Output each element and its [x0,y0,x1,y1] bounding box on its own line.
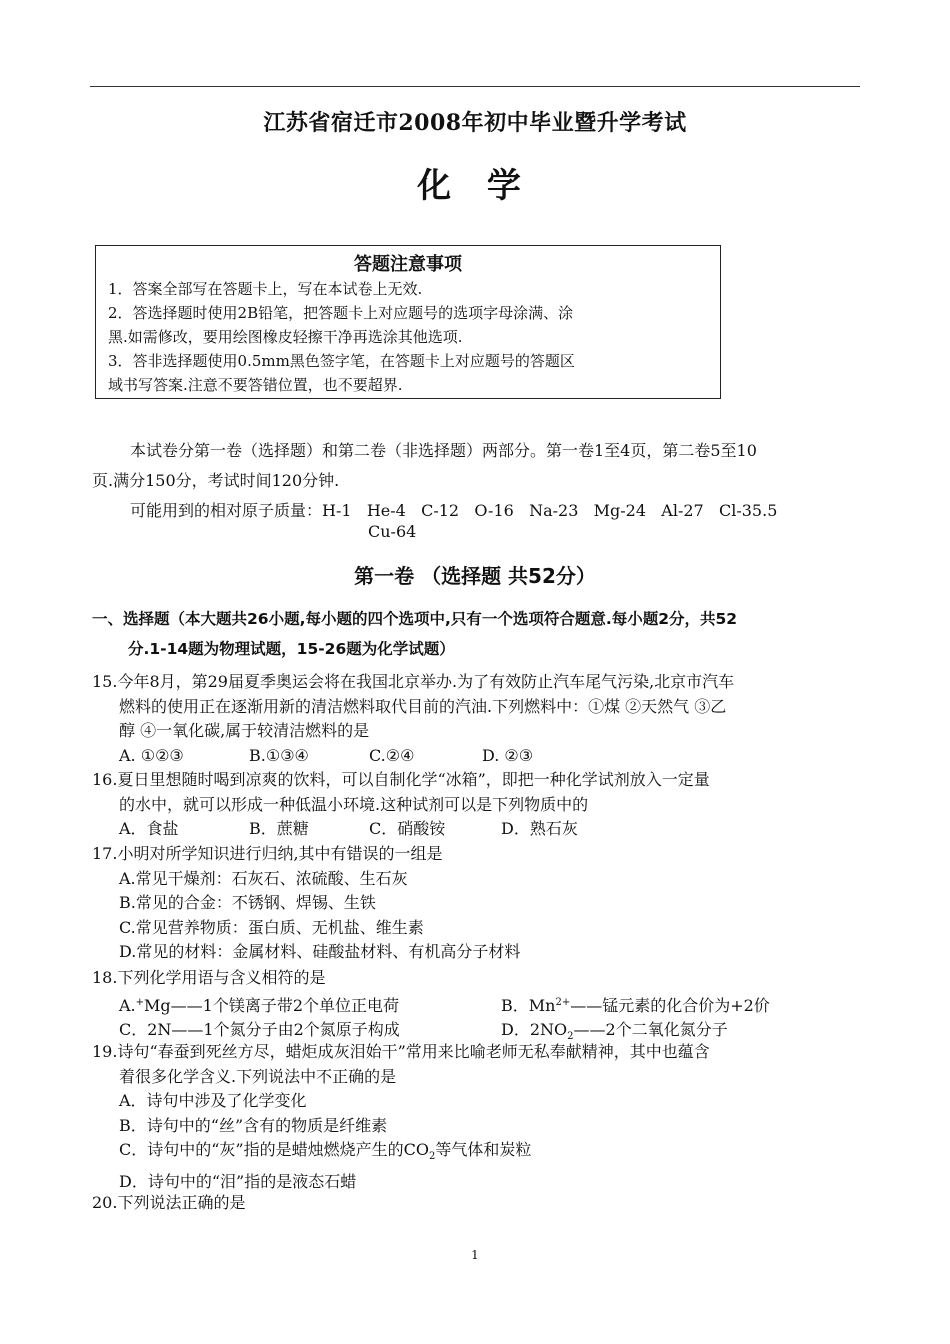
section-heading [92,604,862,664]
options-row [92,991,862,1019]
question-line: 15.今年8月，第29届夏季奥运会将在我国北京举办.为了有效防止汽车尾气污染,北京市汽车 [92,672,735,691]
option-b-prefix: B．Mn [501,995,556,1015]
option-a-text: Mg——1个镁离子带2个单位正电荷 [144,995,400,1015]
option-d-prefix: D．2NO [501,1020,568,1040]
option-c: C.②④ [369,745,415,765]
option-d: D．熟石灰 [501,819,578,838]
notice-line: 2．答选择题时使用2B铅笔，把答题卡上对应题号的选项字母涂满、涂 [108,304,574,322]
option-c: C．硝酸铵 [369,819,446,838]
formula-subscript: 2 [428,1151,436,1163]
option-b: B．蔗糖 [249,819,309,838]
header-rule [90,86,860,87]
charge-superscript: 2+ [555,996,571,1008]
option-d: D. ②③ [482,745,534,765]
notice-line: 3．答非选择题使用0.5mm黑色签字笔，在答题卡上对应题号的答题区 [108,352,575,370]
question-line: 16.夏日里想随时喝到凉爽的饮料，可以自制化学“冰箱”，即把一种化学试剂放入一定量 [92,770,710,789]
subject-title: 化 学 [417,166,533,206]
question-line: 醇 ④一氧化碳,属于较清洁燃料的是 [119,721,370,740]
question-20 [92,1191,862,1216]
volume-title: 第一卷 （选择题 共52分） [354,564,596,588]
question-19 [92,1040,862,1194]
exam-intro [92,436,860,496]
notice-line: 1．答案全部写在答题卡上，写在本试卷上无效. [108,280,423,298]
option-b: B．诗句中的“丝”含有的物质是纤维素 [119,1115,388,1135]
option-d: D．诗句中的“泪”指的是液态石蜡 [119,1171,357,1191]
section-line: 分.1-14题为物理试题，15-26题为化学试题） [128,640,455,658]
notice-line: 域书写答案.注意不要答错位置，也不要超界. [108,376,403,394]
option-c: C.常见营养物质：蛋白质、无机盐、维生素 [119,917,424,937]
question-line: 的水中，就可以形成一种低温小环境.这种试剂可以是下列物质中的 [119,794,589,814]
option-b: B.①③④ [249,745,309,765]
formula-subscript: 2 [567,1031,574,1043]
question-18 [92,966,862,1050]
question-15 [92,670,862,768]
notice-title: 答题注意事项 [354,254,462,275]
question-stem: 17.小明对所学知识进行归纳,其中有错误的一组是 [92,844,443,863]
masses-continued: Cu-64 [368,522,417,541]
question-stem: 20.下列说法正确的是 [92,1193,246,1212]
option-d: D.常见的材料：金属材料、硅酸盐材料、有机高分子材料 [119,942,521,961]
question-line: 19.诗句“春蚕到死丝方尽，蜡炬成灰泪始干”常用来比喻老师无私奉献精神，其中也蕴含 [92,1042,710,1061]
option-a-prefix: A. [119,995,136,1015]
masses-values: H-1 He-4 C-12 O-16 Na-23 Mg-24 Al-27 Cl-35.5 [322,501,778,520]
page-number: 1 [471,1248,479,1262]
notice-line: 黑.如需修改，要用绘图橡皮轻擦干净再选涂其他选项. [108,328,463,346]
question-stem: 18.下列化学用语与含义相符的是 [92,968,326,987]
option-b [501,991,770,1019]
question-17 [92,842,862,965]
options-row [92,817,862,842]
option-c-text: 等气体和炭粒 [435,1140,532,1159]
question-line: 燃料的使用正在逐渐用新的清洁燃料取代目前的汽油.下列燃料中：①煤 ②天然气 ③乙 [119,696,727,716]
option-c [92,1138,862,1170]
options-row [92,744,862,769]
option-a: A．食盐 [119,819,179,838]
option-c: C．2N——1个氮分子由2个氮原子构成 [119,1020,400,1040]
option-d-text: ——2个二氧化氮分子 [573,1020,728,1040]
option-a: A．诗句中涉及了化学变化 [119,1091,307,1110]
question-16 [92,768,862,842]
intro-line: 页.满分150分，考试时间120分钟. [92,471,340,490]
charge-superscript: + [135,996,145,1008]
option-b: B.常见的合金：不锈钢、焊锡、生铁 [119,893,376,912]
option-c-prefix: C．诗句中的“灰”指的是蜡烛燃烧产生的CO [119,1140,429,1159]
intro-line: 本试卷分第一卷（选择题）和第二卷（非选择题）两部分。第一卷1至4页，第二卷5至10 [130,441,757,460]
exam-title: 江苏省宿迁市2008年初中毕业暨升学考试 [263,110,687,136]
section-line: 一、选择题（本大题共26小题,每小题的四个选项中,只有一个选项符合题意.每小题2分，共52 [92,610,738,628]
atomic-masses [130,498,777,524]
option-a: A.常见干燥剂：石灰石、浓硫酸、生石灰 [119,868,408,888]
masses-label: 可能用到的相对原子质量： [130,501,323,520]
notice-box [95,245,721,399]
option-b-text: ——锰元素的化合价为+2价 [570,995,770,1015]
question-line: 着很多化学含义.下列说法中不正确的是 [119,1066,397,1086]
option-a [119,991,501,1019]
option-a: A. ①②③ [119,745,184,765]
